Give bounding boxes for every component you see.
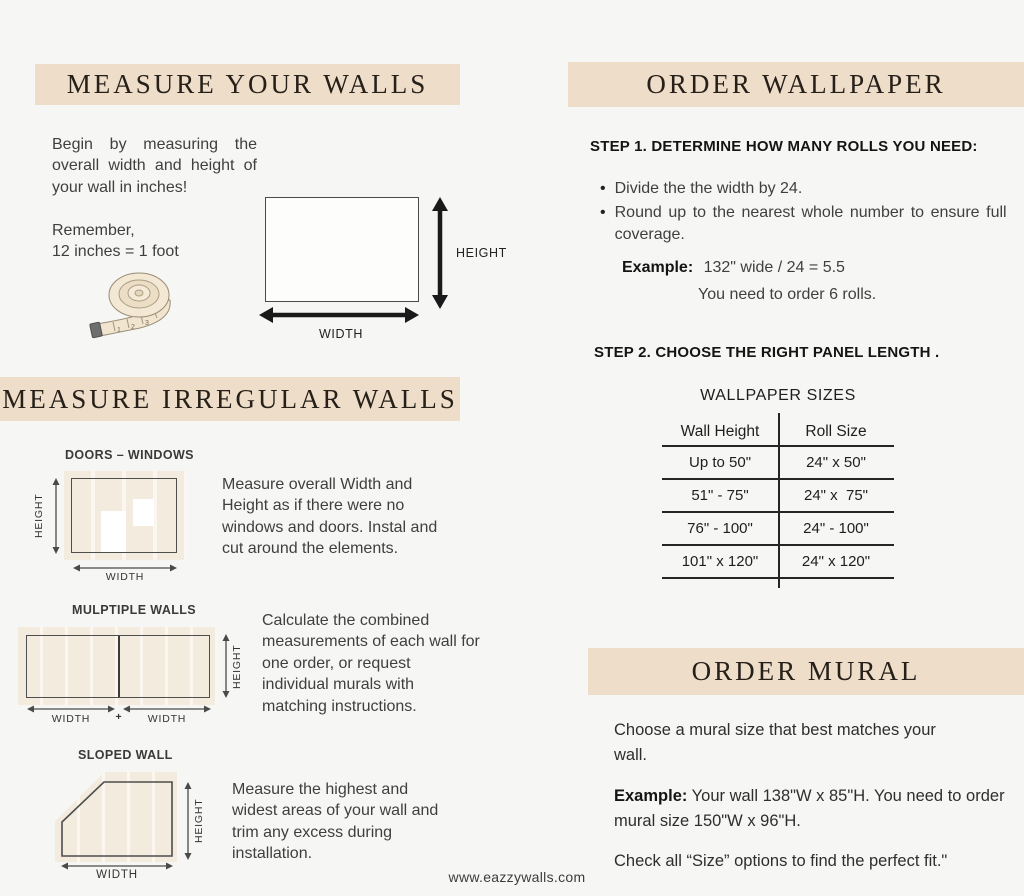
width-arrow [258, 305, 420, 325]
remember-line2: 12 inches = 1 foot [52, 243, 179, 261]
step2-heading: STEP 2. CHOOSE THE RIGHT PANEL LENGTH . [594, 344, 940, 361]
section-title-measure-walls [35, 64, 460, 105]
roll-size-cell: 24" x 50" [806, 454, 866, 471]
sloped-wall-text: Measure the highest and widest areas of your wall and trim any excess during installation. [232, 781, 439, 863]
wall-height-cell: Up to 50" [688, 454, 752, 471]
width-label-left: WIDTH [51, 713, 91, 725]
svg-text:3: 3 [145, 320, 149, 327]
step1-heading: STEP 1. DETERMINE HOW MANY ROLLS YOU NEED: [590, 138, 978, 155]
bullet-dot: • [600, 180, 606, 197]
section-title-order-wallpaper [568, 62, 1024, 107]
door-shape [101, 511, 126, 552]
remember-line1: Remember, [52, 222, 135, 239]
tape-measure-icon [82, 266, 192, 344]
window-shape [133, 499, 154, 526]
height-arrow [430, 196, 450, 310]
wall-height-cell: 101" x 120" [681, 553, 759, 570]
height-measure-line [51, 478, 61, 554]
plus-sign: + [115, 711, 123, 723]
height-label: HEIGHT [456, 246, 507, 260]
wall-height-cell: 51" - 75" [691, 487, 749, 504]
step1-bullets [600, 178, 1010, 248]
sloped-wall-outline [58, 779, 176, 859]
mural-note: Check all “Size” options to find the perfect fit." [614, 852, 948, 870]
section-title-text: ORDER MURAL [691, 656, 921, 686]
width-label: WIDTH [105, 571, 145, 583]
roll-size-cell: 24" x 75" [803, 487, 869, 504]
section-title-irregular-walls [0, 377, 460, 421]
remember-note [52, 220, 179, 263]
bullet-item [600, 178, 1010, 199]
step1-example-result: You need to order 6 rolls. [698, 286, 877, 303]
section-title-order-mural [588, 648, 1024, 695]
wallpaper-sizes-table [662, 419, 894, 579]
section-title-text: ORDER WALLPAPER [646, 69, 946, 99]
height-label: HEIGHT [193, 798, 205, 844]
section-title-text: MEASURE YOUR WALLS [66, 69, 429, 99]
wall-divider [118, 636, 120, 697]
measure-walls-intro: Begin by measuring the overall width and height of your wall in inches! [52, 136, 257, 196]
wall-height-cell: 76" - 100" [687, 520, 753, 537]
width-label-right: WIDTH [147, 713, 187, 725]
width-label: WIDTH [96, 869, 138, 881]
wallpaper-sizes-title: WALLPAPER SIZES [700, 387, 856, 404]
example-label: Example: [614, 787, 688, 805]
width-label: WIDTH [319, 327, 363, 341]
mural-intro: Choose a mural size that best matches your wall. [614, 721, 936, 764]
mural-example [614, 784, 1010, 834]
bullet-text: Round up to the nearest whole number to ensure full coverage. [614, 204, 1007, 243]
section-title-text: MEASURE IRREGULAR WALLS [2, 383, 458, 414]
roll-size-cell: 24" - 100" [803, 520, 869, 537]
sloped-wall-label: SLOPED WALL [78, 748, 173, 762]
example-label: Example: [622, 259, 694, 276]
svg-text:1: 1 [117, 327, 121, 334]
step1-example [622, 257, 845, 278]
multiple-walls-label: MULPTIPLE WALLS [72, 603, 197, 617]
multiple-walls-diagram [18, 627, 218, 705]
example-text: Your wall 138"W x 85"H. You need to order mural size 150"W x 96"H. [614, 787, 1005, 830]
column-header: Roll Size [805, 423, 867, 440]
svg-text:2: 2 [131, 324, 135, 331]
multiple-walls-text: Calculate the combined measurements of each wall for one order, or request individual murals with matching instructions. [262, 612, 480, 715]
height-label: HEIGHT [33, 493, 45, 539]
example-value: 132" wide / 24 = 5.5 [703, 259, 845, 276]
bullet-item [600, 202, 1010, 245]
column-header: Wall Height [680, 423, 760, 440]
height-label: HEIGHT [231, 644, 243, 690]
doors-windows-text: Measure overall Width and Height as if there were no windows and doors. Instal and cut around the elements. [222, 476, 438, 558]
wall-rectangle-diagram [265, 197, 419, 302]
roll-size-cell: 24" x 120" [801, 553, 871, 570]
height-measure-line [221, 634, 231, 698]
walls-outline [26, 635, 210, 698]
doors-windows-label: DOORS – WINDOWS [65, 448, 194, 462]
table-column-divider [778, 413, 780, 588]
height-measure-line [183, 782, 193, 860]
bullet-dot: • [600, 204, 606, 222]
bullet-text: Divide the the width by 24. [614, 180, 803, 197]
footer-url: www.eazzywalls.com [448, 869, 586, 885]
doors-windows-diagram [64, 471, 186, 560]
